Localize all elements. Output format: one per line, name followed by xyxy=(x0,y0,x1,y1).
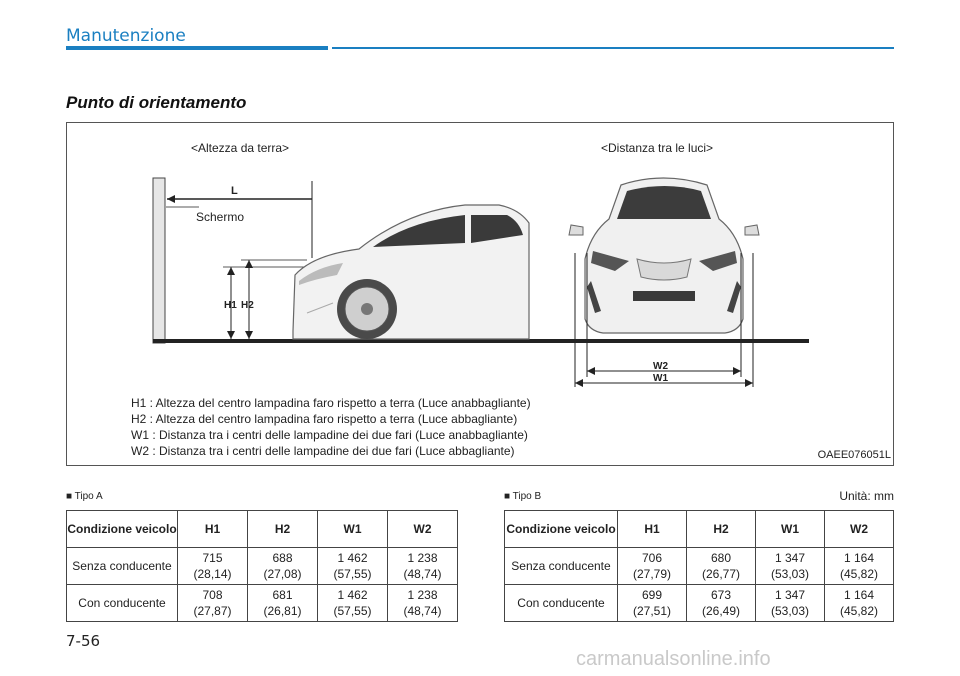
cell-w2: 1 164 (45,82) xyxy=(825,585,894,622)
figure-legend xyxy=(131,395,531,459)
page-heading: Punto di orientamento xyxy=(66,93,247,112)
col-w1: W1 xyxy=(756,511,825,548)
col-w1: W1 xyxy=(318,511,388,548)
header-rule-thick xyxy=(66,46,328,50)
cell-h1: 706 (27,79) xyxy=(618,548,687,585)
dim-H1-text: H1 xyxy=(224,300,237,311)
orientation-figure xyxy=(66,122,894,466)
table-b-label: ■ Tipo B xyxy=(504,491,542,502)
cell-h1: 708 (27,87) xyxy=(178,585,248,622)
dim-W2-text: W2 xyxy=(653,361,668,372)
ground-height-label: <Altezza da terra> xyxy=(191,141,290,155)
car-front-view xyxy=(569,178,759,333)
page-number: 7-56 xyxy=(66,632,101,650)
unit-label: Unità: mm xyxy=(839,489,894,503)
cell-h2: 688 (27,08) xyxy=(248,548,318,585)
legend-h2: H2 : Altezza del centro lampadina faro rispetto a terra (Luce abbagliante) xyxy=(131,412,518,426)
col-h1: H1 xyxy=(178,511,248,548)
cell-h1: 715 (28,14) xyxy=(178,548,248,585)
table-type-b xyxy=(504,510,894,622)
cell-w1: 1 347 (53,03) xyxy=(756,585,825,622)
light-distance-label: <Distanza tra le luci> xyxy=(601,141,714,155)
table-row xyxy=(67,585,458,622)
col-h2: H2 xyxy=(248,511,318,548)
dim-L-text: L xyxy=(231,185,238,197)
table-header-row xyxy=(505,511,894,548)
screen-wall xyxy=(153,178,165,343)
header-rule-thin xyxy=(332,47,894,49)
cell-w2: 1 238 (48,74) xyxy=(388,548,458,585)
col-w2: W2 xyxy=(388,511,458,548)
col-h2: H2 xyxy=(687,511,756,548)
col-h1: H1 xyxy=(618,511,687,548)
cell-w1: 1 462 (57,55) xyxy=(318,548,388,585)
dim-H2-text: H2 xyxy=(241,300,254,311)
cell-w1: 1 462 (57,55) xyxy=(318,585,388,622)
cell-condition: Con conducente xyxy=(505,585,618,622)
cell-condition: Con conducente xyxy=(67,585,178,622)
table-type-a xyxy=(66,510,458,622)
headlight-aiming-diagram xyxy=(67,163,893,433)
watermark-link[interactable]: carmanualsonline.info xyxy=(576,648,771,670)
cell-condition: Senza conducente xyxy=(67,548,178,585)
dim-W1-text: W1 xyxy=(653,373,668,384)
cell-h1: 699 (27,51) xyxy=(618,585,687,622)
figure-code: OAEE076051L xyxy=(817,449,891,461)
legend-h1: H1 : Altezza del centro lampadina faro rispetto a terra (Luce anabbagliante) xyxy=(131,396,531,410)
col-condition: Condizione veicolo xyxy=(505,511,618,548)
section-title: Manutenzione xyxy=(66,26,186,46)
cell-w1: 1 347 (53,03) xyxy=(756,548,825,585)
cell-h2: 681 (26,81) xyxy=(248,585,318,622)
cell-w2: 1 164 (45,82) xyxy=(825,548,894,585)
legend-w2: W2 : Distanza tra i centri delle lampadine dei due fari (Luce abbagliante) xyxy=(131,444,515,458)
screen-label: Schermo xyxy=(196,210,245,224)
cell-condition: Senza conducente xyxy=(505,548,618,585)
table-row xyxy=(505,548,894,585)
col-w2: W2 xyxy=(825,511,894,548)
table-a-label: ■ Tipo A xyxy=(66,491,103,502)
cell-h2: 673 (26,49) xyxy=(687,585,756,622)
table-row xyxy=(505,585,894,622)
legend-w1: W1 : Distanza tra i centri delle lampadine dei due fari (Luce anabbagliante) xyxy=(131,428,528,442)
cell-w2: 1 238 (48,74) xyxy=(388,585,458,622)
col-condition: Condizione veicolo xyxy=(67,511,178,548)
table-header-row xyxy=(67,511,458,548)
car-side-view xyxy=(293,205,529,339)
table-row xyxy=(67,548,458,585)
cell-h2: 680 (26,77) xyxy=(687,548,756,585)
